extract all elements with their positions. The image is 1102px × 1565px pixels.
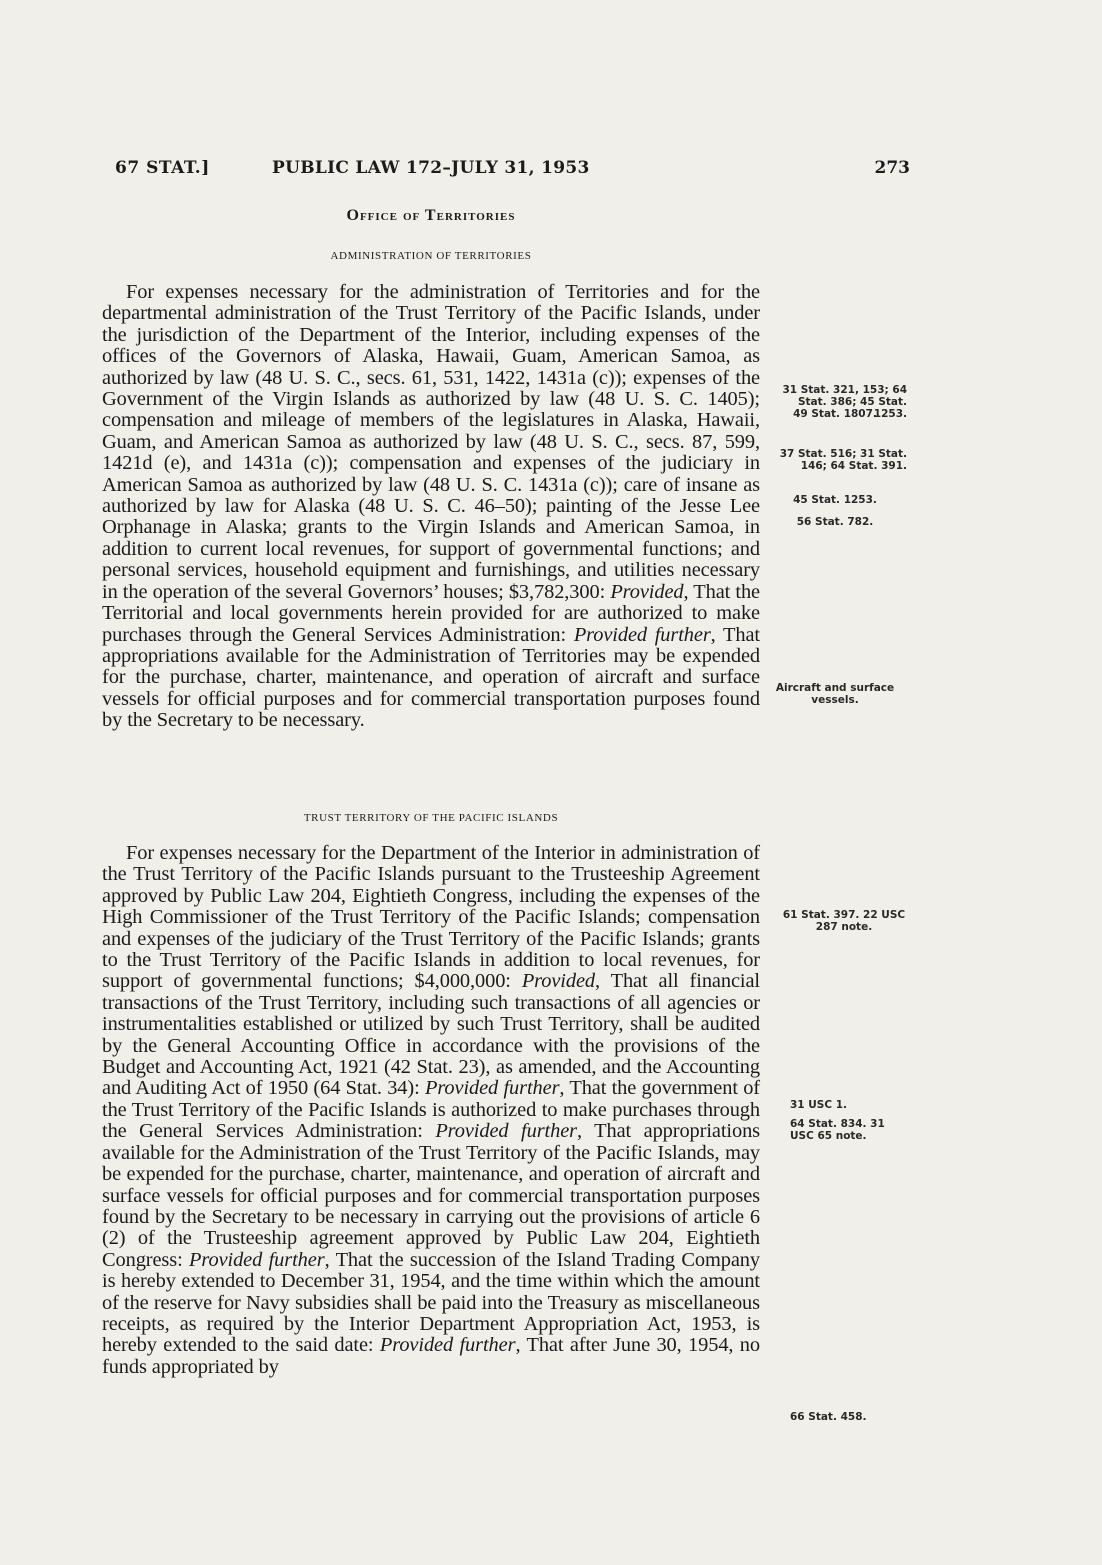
proviso-italic: Provided further <box>379 1334 516 1357</box>
margin-note: Aircraft and surface vessels. <box>775 682 895 706</box>
section-title: Office of Territories <box>346 207 516 224</box>
law-title: PUBLIC LAW 172–JULY 31, 1953 <box>272 158 590 178</box>
margin-note: 31 USC 1. <box>790 1099 848 1111</box>
paragraph-text: , That appropriations available for the Administration of the Trust Territory of the Pacific Islands, may be expended for the purchase, charter, maintenance, and operation of aircraft and surface vessels for official purposes and for commercial transportation purposes found by the Secretary to be necessary in carrying out the provisions of article 6 (2) of the Trusteeship agreement approved by Public Law 204, Eightieth Congress: <box>102 1120 761 1271</box>
paragraph-text: For expenses necessary for the administration of Territories and for the departmental administration of the Trust Territory of the Pacific Islands, under the jurisdiction of the Department of the Interior, including expenses of the offices of the Governors of Alaska, Hawaii, Guam, American Samoa, as authorized by law (48 U. S. C., secs. 61, 531, 1422, 1431a (c)); expenses of the Government of the Virgin Islands as authorized by law (48 U. S. C. 1405); compensation and mileage of members of the legislatures in Alaska, Hawaii, Guam, and American Samoa as authorized by law (48 U. S. C., secs. 87, 599, 1421d (e), and 1431a (c)); compensation and expenses of the judiciary in American Samoa as authorized by law (48 U. S. C. 1431a (c)); care of insane as authorized by law for Alaska (48 U. S. C. 46–50); painting of the Jesse Lee Orphanage in Alaska; grants to the Virgin Islands and American Samoa, in addition to current local revenues, for support of governmental functions; and personal services, household equipment and furnishings, and utilities necessary in the operation of the several Governors’ houses; $3,782,300: <box>102 281 760 603</box>
proviso-italic: Provided further <box>435 1120 577 1143</box>
paragraph-text: , That the Territorial and local governments herein provided for are authorized to make purchases through the General Services Administration: <box>102 580 761 646</box>
paragraph-text: For expenses necessary for the Department of the Interior in administration of the Trust Territory of the Pacific Islands pursuant to the Trusteeship Agreement approved by Public Law 204, Eightieth Congress, including the expenses of the High Commissioner of the Trust Territory of the Pacific Islands; compensation and expenses of the judiciary of the Trust Territory of the Pacific Islands; grants to the Trust Territory of the Pacific Islands in addition to local revenues, for support of governmental functions; $4,000,000: <box>102 842 760 993</box>
paragraph-administration-wrap <box>102 282 760 732</box>
paragraph-text: , That after June 30, 1954, no funds appropriated by <box>102 1334 760 1378</box>
subsection-heading-administration: ADMINISTRATION OF TERRITORIES <box>330 250 532 262</box>
page-number: 273 <box>874 158 910 178</box>
margin-note: 56 Stat. 782. <box>796 516 874 528</box>
proviso-italic: Provided further <box>424 1077 560 1100</box>
paragraph-text: , That the succession of the Island Trading Company is hereby extended to December 31, 1954, and the time within which the amount of the reserve for Navy subsidies shall be paid into the Treasury as miscellaneous receipts, as required by the Interior Department Appropriation Act, 1953, is hereby extended to the said date: <box>102 1248 760 1357</box>
paragraph-trust-territory-wrap <box>102 843 760 1378</box>
proviso-italic: Provided <box>610 580 684 603</box>
volume-citation: 67 STAT.] <box>115 158 210 178</box>
proviso-italic: Provided further <box>189 1248 325 1271</box>
paragraph-text: , That the government of the Trust Territory of the Pacific Islands is authorized to make purchases through the General Services Administration: <box>102 1077 760 1143</box>
subsection-heading-trust-territory: TRUST TERRITORY OF THE PACIFIC ISLANDS <box>303 812 559 824</box>
proviso-italic: Provided further <box>573 623 711 646</box>
margin-note: 64 Stat. 834. 31 USC 65 note. <box>790 1118 885 1142</box>
margin-note: 37 Stat. 516; 31 Stat. 146; 64 Stat. 391. <box>779 448 907 472</box>
margin-note: 61 Stat. 397. 22 USC 287 note. <box>782 909 906 933</box>
paragraph-text: , That appropriations available for the Administration of Territories may be expended for the purchase, charter, maintenance, and operation of aircraft and surface vessels for official purposes and for commercial transportation purposes found by the Secretary to be necessary. <box>102 623 760 732</box>
margin-note: 49 Stat. 1807. <box>793 408 877 420</box>
paragraph-administration <box>102 282 760 732</box>
proviso-italic: Provided <box>521 970 596 993</box>
margin-note: 45 Stat. 1253. <box>793 494 877 506</box>
margin-note: 31 Stat. 321, 153; 64 Stat. 386; 45 Stat. 1253. <box>782 384 907 420</box>
paragraph-trust-territory <box>102 843 760 1378</box>
margin-note: 66 Stat. 458. <box>790 1411 867 1423</box>
running-head <box>115 158 910 184</box>
paragraph-text: , That all financial transactions of the Trust Territory, including such transactions of all agencies or instrumentalities established or utilized by such Trust Territory, shall be audited by the General Accounting Office in accordance with the provisions of the Budget and Accounting Act, 1921 (42 Stat. 23), as amended, and the Accounting and Auditing Act of 1950 (64 Stat. 34): <box>102 970 760 1100</box>
